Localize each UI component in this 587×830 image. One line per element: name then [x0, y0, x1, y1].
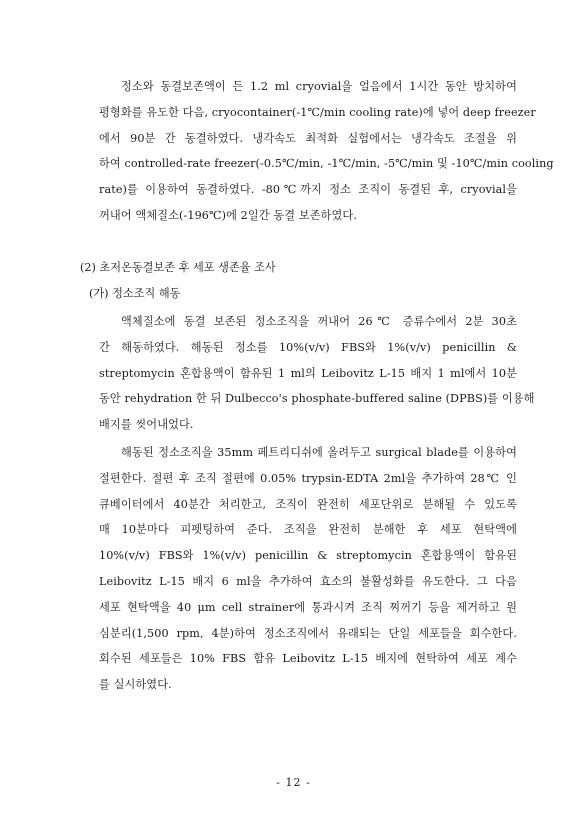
text-line: 에서 90분 간 동결하였다. 냉각속도 최적화 실험에서는 냉각속도 조절을 위 [99, 131, 517, 145]
text-line: 꺼내어 액체질소(-196℃)에 2일간 동결 보존하였다. [99, 208, 357, 222]
text-line: 심분리(1,500 rpm, 4분)하여 정소조직에서 유래되는 단일 세포들을 회수한다. [99, 626, 517, 640]
subsection-heading: (가) 정소조직 해동 [89, 287, 181, 300]
text-line: 간 해동하였다. 해동된 정소를 10%(v/v) FBS와 1%(v/v) penicillin & [99, 340, 517, 354]
text-line: 평형화를 유도한 다음, cryocontainer(-1℃/min cooling rate)에 넣어 deep freezer [99, 105, 536, 119]
section-heading: (2) 초저온동결보존 후 세포 생존율 조사 [80, 261, 276, 274]
text-line: 절편한다. 절편 후 조직 절편에 0.05% trypsin-EDTA 2ml을 추가하여 28℃ 인 [99, 471, 517, 485]
page-number: - 12 - [276, 776, 311, 789]
paragraph-thawing [99, 309, 535, 438]
text-line: 매 10분마다 피펫팅하여 준다. 조직을 완전히 분해한 후 세포 현탁액에 [99, 523, 517, 537]
text-line: 액체질소에 동결 보존된 정소조직을 꺼내어 26℃ 증류수에서 2분 30초 [121, 315, 517, 328]
text-line: 해동된 정소조직을 35mm 페트리디쉬에 올려두고 surgical blade를 이용하여 [121, 446, 517, 459]
text-line: 배지를 씻어내었다. [99, 418, 194, 432]
text-line: 큐베이터에서 40분간 처리한고, 조직이 완전히 세포단위로 분해될 수 있도록 [99, 497, 517, 511]
paragraph-freezing-procedure [99, 74, 554, 229]
text-line: Leibovitz L-15 배지 6 ml을 추가하여 효소의 불활성화를 유도한다. 그 다음 [99, 574, 517, 588]
paragraph-dissociation [99, 440, 517, 698]
text-line: 세포 현탁액을 40 μm cell strainer에 통과시켜 조직 찌꺼기 등을 제거하고 원 [99, 600, 517, 614]
text-line: 동안 rehydration 한 뒤 Dulbecco's phosphate-buffered saline (DPBS)를 이용해 [99, 392, 535, 406]
text-line: rate)를 이용하여 동결하였다. -80℃까지 정소 조직이 동결된 후, cryovial을 [99, 183, 517, 197]
text-line: 회수된 세포들은 10% FBS 함유 Leibovitz L-15 배지에 현탁하여 세포 계수 [99, 652, 517, 666]
text-line: 10%(v/v) FBS와 1%(v/v) penicillin & streptomycin 혼합용액이 함유된 [99, 549, 517, 563]
text-line: streptomycin 혼합용액이 함유된 1 ml의 Leibovitz L-15 배지 1 ml에서 10분 [99, 366, 517, 380]
text-line: 를 실시하였다. [99, 678, 172, 692]
text-line: 하여 controlled-rate freezer(-0.5℃/min, -1℃/min, -5℃/min 및 -10℃/min cooling [99, 157, 554, 171]
text-line: 정소와 동결보존액이 든 1.2 ml cryovial을 얼음에서 1시간 동안 방치하여 [121, 80, 517, 93]
